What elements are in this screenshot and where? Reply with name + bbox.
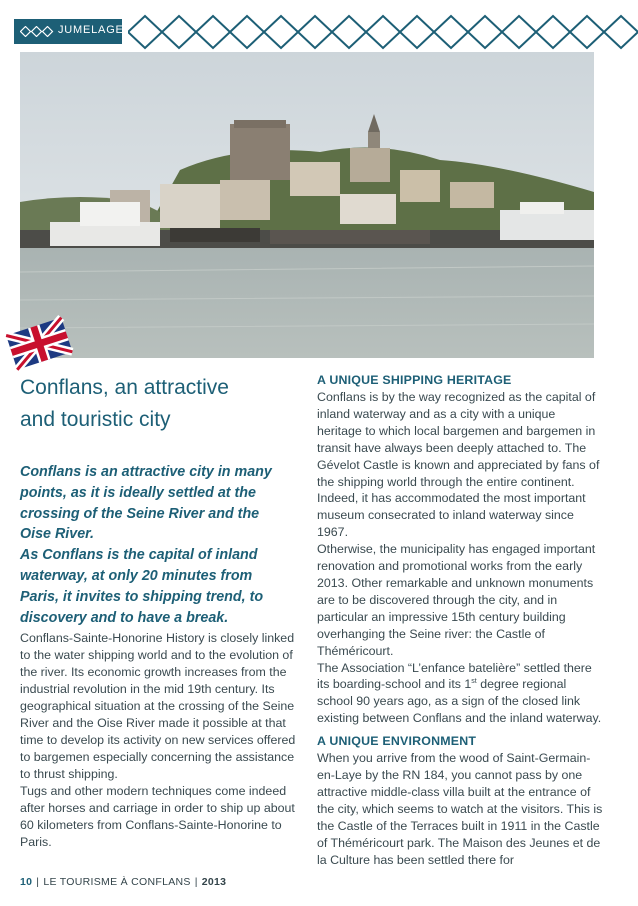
page-number: 10 xyxy=(20,876,33,888)
body-paragraph-1: Conflans-Sainte-Honorine History is closely linked to the water shipping world and to the evolution of the river. Its economic growth increases from the industrial revolution in the mid 19th century. Its geographical situation at the crossing of the Seine River and the Oise River made it possible at that time to develop its activity on new services offered to bargemen especially concerning the assistance to thrust shipping. xyxy=(20,631,296,781)
separator: | xyxy=(194,876,198,888)
lead-paragraph xyxy=(20,462,292,628)
riverside-photo xyxy=(20,52,594,358)
diamond-pattern-strip xyxy=(128,14,638,50)
shipping-paragraph-1: Conflans is by the way recognized as the capital of inland waterway and as a city with a unique heritage to which local bargemen and bargemen in transit have always been deeply attached to. The Gévelot Castle is known and appreciated by fans of the shipping world through the entire continent. Indeed, it has accommodated the most important museum consecrated to inland waterway since 1967. xyxy=(317,390,600,540)
publication-name: LE TOURISME À CONFLANS xyxy=(43,876,191,888)
section-heading-environment: A UNIQUE ENVIRONMENT xyxy=(317,734,477,749)
separator: | xyxy=(36,876,40,888)
section-heading-shipping: A UNIQUE SHIPPING HERITAGE xyxy=(317,373,512,387)
lead-text-1: Conflans is an attractive city in many points, as it is ideally settled at the crossing of the Seine River and the Oise River. xyxy=(20,464,272,543)
body-text-left xyxy=(20,630,302,851)
environment-paragraph-1: When you arrive from the wood of Saint-Germain-en-Laye by the RN 184, you cannot pass by one attractive middle-class villa built at the entrance of the city, which seems to watch at the visitors. This is the Castle of the Terraces built in 1911 in the Castle of Théméricourt park. The Maison des Jeunes et de la Culture has been settled there for xyxy=(317,751,603,867)
right-column xyxy=(317,372,603,868)
title-line-1: Conflans, an attractive xyxy=(20,376,229,399)
article-title xyxy=(20,372,290,436)
title-line-2: and touristic city xyxy=(20,408,171,431)
lead-text-2: As Conflans is the capital of inland waterway, at only 20 minutes from Paris, it invites to shipping trend, to discovery and to have a break. xyxy=(20,547,264,626)
page-footer xyxy=(20,876,226,888)
section-tab xyxy=(14,19,122,44)
header-band xyxy=(0,0,638,52)
shipping-paragraph-3: The Association “L’enfance batelière” settled there its boarding-school and its 1st degree regional school 90 years ago, as a sign of the closed link existing between Conflans and the inland waterway. xyxy=(317,660,602,726)
shipping-paragraph-2: Otherwise, the municipality has engaged important renovation and promotional works from the early 2013. Other remarkable and unknown monuments are to be discovered through the city, and in particular an impressive 15th century building overhanging the Seine river: the Castle of Théméricourt. xyxy=(317,542,596,658)
body-paragraph-2: Tugs and other modern techniques come indeed after horses and carriage in order to ship up about 60 kilometers from Conflans-Sainte-Honorine to Paris. xyxy=(20,784,295,849)
publication-year: 2013 xyxy=(201,876,227,888)
uk-flag-icon xyxy=(2,312,74,374)
section-label: JUMELAGE xyxy=(58,24,124,36)
diamond-ornament-icon xyxy=(20,26,54,37)
